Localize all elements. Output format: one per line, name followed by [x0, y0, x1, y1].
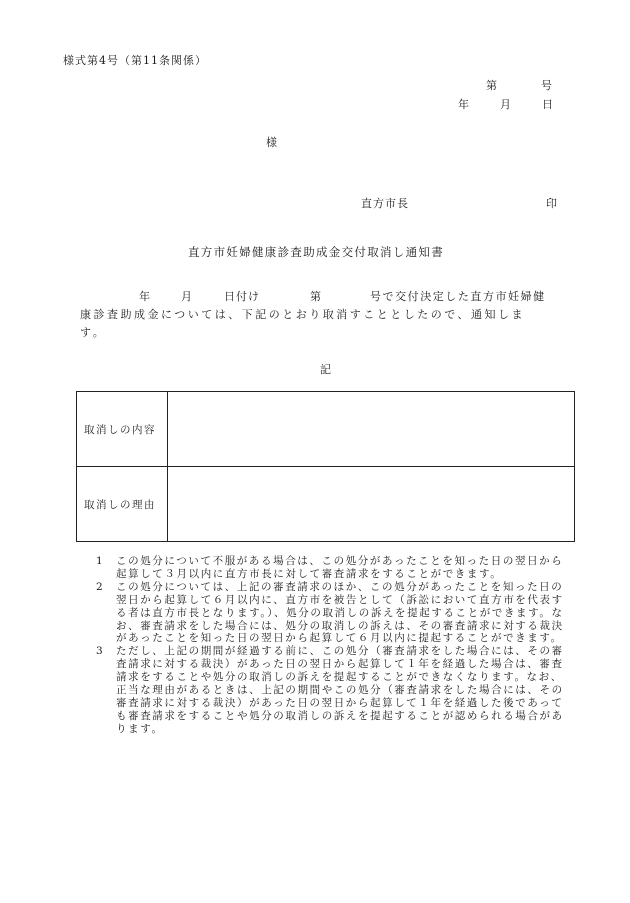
- date-month: 月: [500, 98, 512, 111]
- doc-number-dai: 第: [486, 79, 498, 92]
- body-line1-end: 号で交付決定した直方市妊婦健: [370, 290, 546, 303]
- note-text: ただし、上記の期間が経過する前に、この処分（審査請求をした場合には、その審査請求に対する裁決）があった日の翌日から起算して１年を経過した場合は、審査請求をすることや処分の取消しの訴えを提起することができなくなります。なお、正当な理由があるときは、上記の期間やこの処分（審査請求をした場合には、その審査請求に対する裁決）があった日の翌日から起算して１年を経過した後であっても審査請求をすることや処分の取消しの訴えを提起することが認められる場合があります。: [116, 645, 564, 735]
- note-item: [96, 555, 566, 581]
- note-text: この処分について不服がある場合は、この処分があったことを知った日の翌日から起算して３月以内に直方市長に対して審査請求をすることができます。: [116, 555, 564, 580]
- addressee-suffix: 様: [266, 136, 278, 149]
- note-item: [96, 581, 566, 646]
- note-number: 1: [96, 555, 105, 567]
- issuer: 直方市長: [361, 197, 409, 210]
- body-line2: 康診査助成金については、下記のとおり取消すこととしたので、通知しま: [80, 308, 526, 321]
- reason-value: [168, 467, 575, 542]
- note-item: [96, 645, 566, 735]
- date-year: 年: [458, 98, 470, 111]
- body-month: 月: [181, 290, 195, 303]
- doc-number-go: 号: [541, 79, 553, 92]
- document-title: 直方市妊婦健康診査助成金交付取消し通知書: [188, 245, 444, 259]
- form-number: 様式第4号（第11条関係）: [63, 54, 207, 67]
- body-dai: 第: [310, 290, 324, 303]
- notes-list: [96, 555, 566, 736]
- body-line3: す。: [80, 326, 107, 339]
- body-year: 年: [139, 290, 153, 303]
- content-label: 取消しの内容: [77, 392, 168, 467]
- date-day: 日: [542, 98, 554, 111]
- table-row: [77, 467, 575, 542]
- ki-heading: 記: [320, 363, 332, 376]
- body-date-tsuke: 日付け: [224, 290, 260, 303]
- content-value: [168, 392, 575, 467]
- seal: 印: [546, 197, 558, 210]
- cancellation-table: [76, 391, 575, 542]
- reason-label: 取消しの理由: [77, 467, 168, 542]
- note-text: この処分については、上記の審査請求のほか、この処分があったことを知った日の翌日から起算して６月以内に、直方市を被告として（訴訟において直方市を代表する者は直方市長となります。）、処分の取消しの訴えを提起することができます。なお、審査請求をした場合には、処分の取消しの訴えは、その審査請求に対する裁決があったことを知った日の翌日から起算して６月以内に提起することができます。: [116, 580, 564, 645]
- table-row: [77, 392, 575, 467]
- note-number: 2: [96, 580, 105, 593]
- note-number: 3: [96, 645, 105, 658]
